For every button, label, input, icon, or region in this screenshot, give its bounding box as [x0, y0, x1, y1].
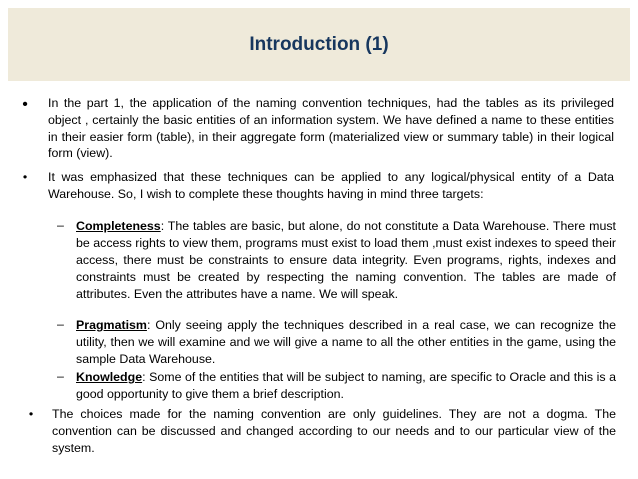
keyword-separator: :: [142, 370, 146, 384]
bullet-text: The choices made for the naming convention are only guidelines. They are not a dogma. The convention can be discussed and changed according to our needs and to our particular view of the system.: [52, 407, 616, 455]
bullet-marker: •: [22, 96, 28, 113]
subbullet-body: Some of the entities that will be subject to naming, are specific to Oracle and this is a good opportunity to give them a brief description.: [76, 370, 616, 401]
subbullet-marker: –: [57, 317, 64, 331]
subbullet-text: [76, 317, 616, 368]
subbullet-text: [76, 369, 616, 403]
bullet-marker: •: [22, 170, 28, 184]
bullet-text: It was emphasized that these techniques can be applied to any logical/physical entity of a Data Warehouse. So, I wish to complete these thoughts having in mind three targets:: [48, 170, 614, 201]
keyword-separator: :: [146, 318, 151, 332]
slide-title: Introduction (1): [249, 34, 389, 55]
bullet-marker: •: [28, 407, 34, 421]
subbullet-text: [76, 218, 616, 303]
subbullet-marker: –: [57, 218, 64, 232]
keyword-separator: :: [160, 219, 165, 233]
subbullet-marker: –: [57, 369, 64, 383]
subbullet-body: Only seeing apply the techniques described in a real case, we can recognize the utility, then we will examine and we will give a name to all the other entities in the game, using the sample Data Warehouse.: [76, 318, 616, 366]
bullet-text: In the part 1, the application of the naming convention techniques, had the tables as its privileged object , certainly the basic entities of an information system. We have defined a name to these entities in their easier form (table), in their aggregate form (materialized view or summary table) in their logical form (view).: [48, 96, 614, 161]
subbullet-body: The tables are basic, but alone, do not constitute a Data Warehouse. There must be access rights to view them, programs must exist to load them ,must exist indexes to speed their access, there must be constraints to ensure data integrity. Even programs, rights, indexes and constraints must be created by respecting the naming convention. The tables are made of attributes. Even the attributes have a name. We will speak.: [76, 219, 616, 301]
title-band: [8, 8, 630, 81]
keyword: Pragmatism: [76, 318, 147, 332]
keyword: Knowledge: [76, 370, 143, 384]
keyword: Completeness: [76, 219, 161, 233]
